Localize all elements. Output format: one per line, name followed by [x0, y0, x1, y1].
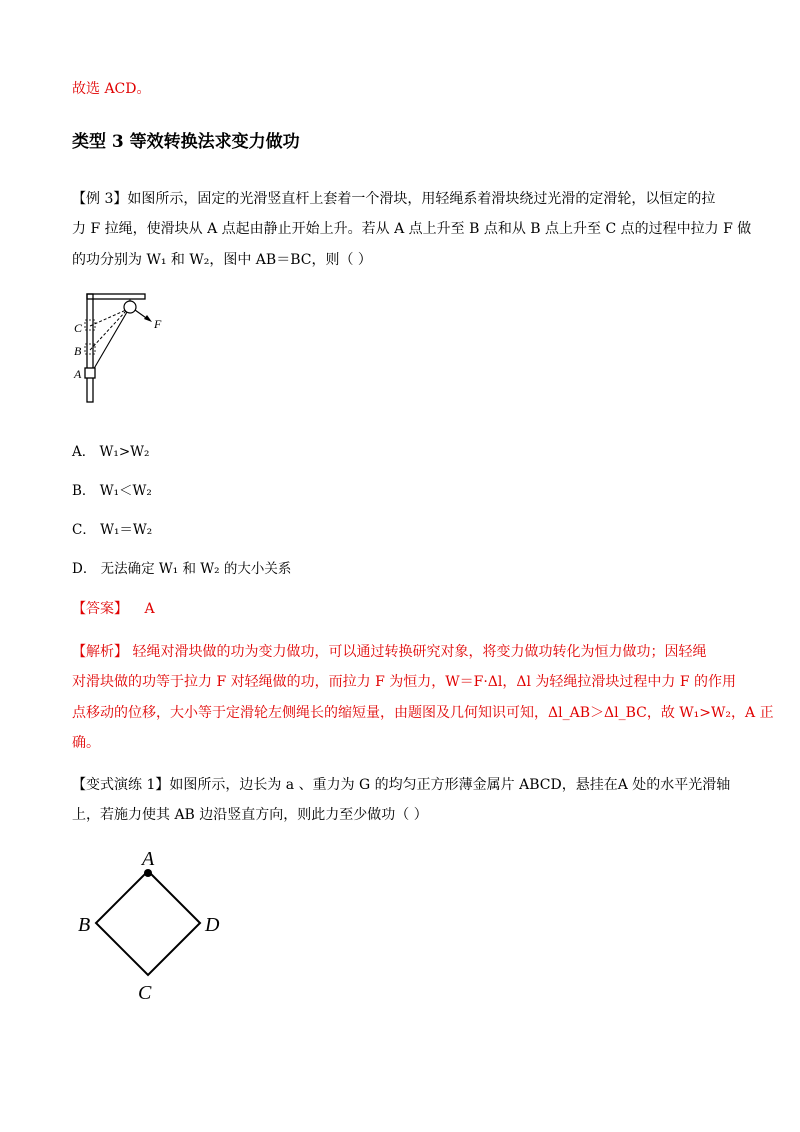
pulley-rod-figure: [70, 288, 180, 408]
pivot-point: [144, 869, 152, 877]
answer-label: 【答案】: [72, 601, 128, 617]
practice-line-1: 【变式演练 1】如图所示，边长为 a 、重力为 G 的均匀正方形薄金属片 ABCD，悬挂在A 处的水平光滑轴: [72, 777, 731, 793]
answer-value: A: [144, 601, 155, 617]
label-b: B: [74, 344, 82, 358]
practice-line-2: 上，若施力使其 AB 边沿竖直方向，则此力至少做功（ ）: [72, 807, 428, 823]
option-c: C． W₁＝W₂: [72, 522, 153, 538]
square-plate-figure: [72, 845, 242, 1005]
option-b: B． W₁＜W₂: [72, 483, 152, 499]
label-d: D: [205, 914, 220, 936]
slider-block: [85, 368, 95, 378]
label-a: A: [74, 367, 82, 381]
analysis-line-2: 对滑块做的功等于拉力 F 对轻绳做的功，而拉力 F 为恒力，W＝F·Δl，Δl 为轻绳拉滑块过程中力 F 的作用: [72, 674, 737, 690]
analysis-line-3: 点移动的位移，大小等于定滑轮左侧绳长的缩短量，由题图及几何知识可知，Δl_AB＞Δl_BC，故 W₁>W₂，A 正: [72, 705, 774, 721]
label-f: F: [154, 317, 162, 331]
label-a: A: [142, 848, 155, 870]
top-bar: [87, 294, 145, 299]
analysis-line-1: 【解析】 轻绳对滑块做的功为变力做功，可以通过转换研究对象，将变力做功转化为恒力做功；因轻绳: [72, 644, 707, 660]
section-title: 类型 3 等效转换法求变力做功: [72, 132, 300, 152]
option-a: A． W₁>W₂: [72, 444, 150, 460]
example-line-3: 的功分别为 W₁ 和 W₂，图中 AB＝BC，则（ ）: [72, 252, 372, 268]
label-c: C: [138, 982, 152, 1004]
answer-row: [72, 598, 155, 618]
example-line-2: 力 F 拉绳，使滑块从 A 点起由静止开始上升。若从 A 点上升至 B 点和从 B 点上升至 C 点的过程中拉力 F 做: [72, 221, 752, 237]
top-answer: 故选 ACD。: [72, 81, 151, 97]
option-d: D． 无法确定 W₁ 和 W₂ 的大小关系: [72, 561, 292, 577]
example-line-1: 【例 3】如图所示，固定的光滑竖直杆上套着一个滑块，用轻绳系着滑块绕过光滑的定滑轮，以恒定的拉: [72, 191, 716, 207]
analysis-line-4: 确。: [72, 735, 100, 751]
label-b: B: [78, 914, 91, 936]
square-plate: [96, 871, 200, 975]
label-c: C: [74, 321, 83, 335]
